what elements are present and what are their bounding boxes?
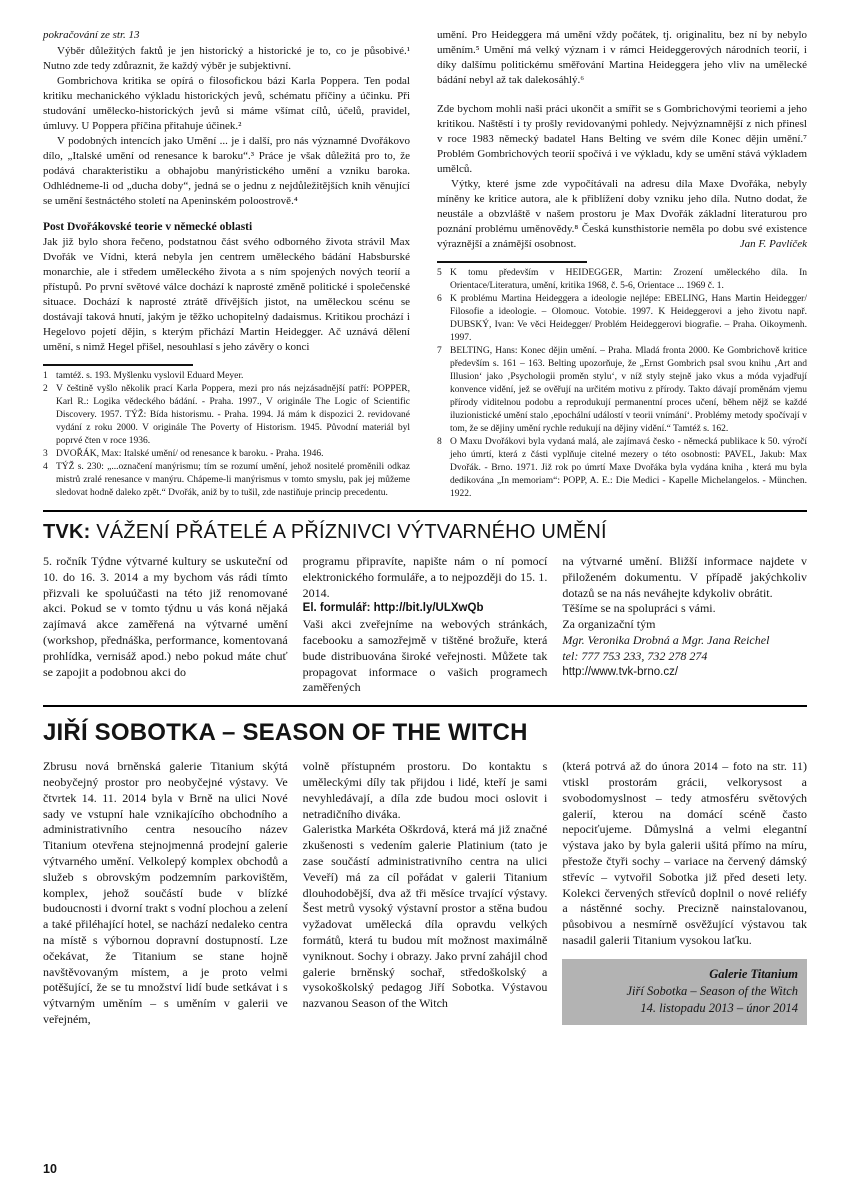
footnote-text: TÝŽ s. 230: „...označení manýrismu; tím se rozumí umění, jehož nositelé proměnili odkaz mistrů zralé renesance v manýru. Chápeme-li manýrismus v tomto smyslu, pak jej můžeme sledovat hodně daleko zpět.“ Dvořák, aniž by to tušil, zde nastiňuje princip precedentu. [56,462,410,498]
credit-gallery-name: Galerie Titanium [709,966,799,981]
essay-paragraph: Výtky, které jsme zde vypočítávali na adresu díla Maxe Dvořáka, nebyly míněny ke kritice autora, ale k přiblížení doby vzniku jeho díla. Nutno dodat, že neustále a obzvláště v našem prostoru je Max Dvořák základní literaturou pro poznání problému uměnovědy.⁸ Česká kunsthistorie neměla po dobu své existence výraznější a známější osobnost. [437,178,807,250]
tvk-team-line: Za organizační tým [562,617,656,632]
tvk-website-url: http://www.tvk-brno.cz/ [562,665,679,678]
tvk-column-2 [303,554,548,696]
page-number: 10 [43,1162,57,1176]
footnote-number: 7 [437,346,442,356]
footnote-number: 1 [43,371,48,381]
sobotka-column-3 [562,759,807,1028]
essay-left-column [43,28,410,501]
essay-paragraph: V podobných intencích jako Umění ... je i další, pro nás významné Dvořákovo dílo, „Italské umění od renesance k baroku“.³ Práce je však důležitá pro to, že podává charakteristiku a obhajobu manýristického umění a vzniku baroka. Odhlédneme-li od „ducha doby“, jedná se o jednu z nejdůležitějších knih věnující se umění šestnáctého století na Apeninském poloostrově.⁴ [43,135,410,207]
continuation-note: pokračování ze str. 13 [43,29,140,41]
sobotka-paragraph: Zbrusu nová brněnská galerie Titanium skýtá neobyčejný prostor pro neobyčejné výstavy. Ve čtvrtek 14. 11. 2014 byla v Brně na ulici Nové sady ve vstupní hale vznikajícího obchodního a administrativního centra nesoucího název Titanium otevřena stejnojmenná prodejní galerie výtvarného umění. Velkolepý komplex obchodů a služeb s obrovským podzemním parkovištěm, komplex, jehož součástí bude v blízké budoucnosti i dvorní trakt s vodní plochou a zelení a také přiléhající hotel, se nachází nedaleko centra na místě s výbornou dopravní dostupností. Lze očekávat, že Titanium se stane hojně navštěvovaným místem, a je proto velmi potěšující, že se tu množství lidí bude setkávat i s výtvarným uměním – s uměním v galerii ve veřejném, [43,759,288,1026]
tvk-column-3 [562,554,807,696]
footnote-text: BELTING, Hans: Konec dějin umění. – Praha. Mladá fronta 2000. Ke Gombrichově kritice především s. 161 – 163. Belting upozorňuje, že „Ernst Gombrich psal svou knihu ‚Art and Illusion‘ jako ‚Psychologii proměn stylu‘, v níž styly stejně jako vkus a móda vyjadřují konvence vidění, jež se ověřují na určitém motivu z přírody. Takto dávají proměnám vjemu přírody viditelnou podobu a reprodukují permanentní proces učení, během nějž se každé iluzionistické umění stalo ‚epochální událostí v teorii vnímání‘. Problémy metody spočívají v tom, že se dějiny umění rychle redukují na dějiny vidění.“ Tamtéž s. 162. [450,346,807,434]
essay-right-column [437,28,807,501]
footnote [43,448,410,461]
tvk-headline-prefix: TVK: [43,521,91,543]
essay-paragraph: umění. Pro Heideggera má umění vždy počátek, tj. originalitu, bez ní by nebylo uměním.⁵ Umění má velký význam i v rámci Heideggerových národních teorií, i díky dalšímu politickému směřování Martina Heideggera jeho vliv na umělecké bádání nebyl až tak dalekosáhlý.⁶ [437,29,807,86]
credit-exhibition-title: Jiří Sobotka – Season of the Witch [626,983,799,998]
footnote [43,461,410,500]
essay-section [43,28,807,501]
footnote-separator [437,261,587,263]
tvk-closing-line: Těšíme se na spolupráci s vámi. [562,601,716,616]
credit-exhibition-dates: 14. listopadu 2013 – únor 2014 [640,1000,799,1015]
tvk-contact-names: Mgr. Veronika Drobná a Mgr. Jana Reichel [562,632,770,647]
section-divider [43,510,807,512]
footnote [43,370,410,383]
footnote-number: 8 [437,437,442,447]
tvk-paragraph: 5. ročník Týdne výtvarné kultury se uskuteční od 10. do 16. 3. 2014 a my bychom vás rádi tímto přizvali ke spoluúčasti na této již renomované akci. Pokud se v tomto týdnu u vás koná nějaká zajímavá akce zaměřená na výtvarné umění (workshop, přednáška, performance, komentovaná prohlídka, vernisáž apod.) nebo pokud máte chuť se zapojit a podobnou akci do [43,554,288,679]
tvk-section [43,521,807,696]
sobotka-column-2 [303,759,548,1028]
footnote [43,383,410,448]
footnote-number: 3 [43,449,48,459]
section-divider [43,705,807,707]
footnote-text: V češtině vyšlo několik prací Karla Poppera, mezi pro nás nejzásadnější patří: POPPER, Karl R.: Logika vědeckého bádání. - Praha. 1997., V originále The Logic of Scientific Discovery. 1957. TÝŽ: Bída historismu. - Praha. 1994. Já mám k dispozici 2. revidované vydání z roku 2000. V originále The Poverty of Historism. 1945. Původní materiál byl poprvé čten v roce 1936. [56,384,410,446]
essay-paragraph: Jak již bylo shora řečeno, podstatnou část svého odborného života strávil Max Dvořák ve Vídni, která nebyla jen centrem uměleckého bádání Habsburské monarchie, ale i středem uměleckého života a s ním spojených nových teorií a přístupů. Po první světové válce dochází k naprosté změně politické i společenské situace. Dochází k naprosté ztrátě dřívějších jistot, na uměleckou scénu se dostávají taková hnutí, jakým je těžko uchopitelný dadaismus. Kritikou prochází i Hegelovo pojetí dějin, s kterým přichází Martin Heidegger. Ač uznává dělení umění, s nimž Hegel přišel, nesouhlasí s jeho závěry o konci [43,236,410,353]
tvk-paragraph: Vaši akci zveřejníme na webových stránkách, facebooku a samozřejmě v tištěné brožuře, která bude distribuována široké veřejnosti. Můžete tak propagovat informace o vašich programech zaměřených [302,617,548,695]
footnote-number: 5 [437,268,442,278]
footnote-text: O Maxu Dvořákovi byla vydaná malá, ale zajímavá česko - německá publikace k 50. výročí jeho úmrtí, která z části vyplňuje citelné mezery o této osobnosti: PAVEL, Jakub: Max Dvořák. - Brno. 1971. Již rok po úmrtí Maxe Dvořáka byla vydána kniha , která mu byla dedikována „In memoriam“: POPP, A. E.: Die Medici - Kapelle Michelangelos. - München. 1922. [450,437,807,499]
exhibition-credit-box [562,959,807,1025]
footnote-number: 6 [437,294,442,304]
essay-paragraph: Výběr důležitých faktů je jen historický a historické je to, co je působivé.¹ Nutno zde tedy zdůraznit, že každý výběr je subjektivní. [43,45,410,72]
footnote-text: K tomu především v HEIDEGGER, Martin: Zrození uměleckého díla. In Orientace/Literatura, umění, kritika 1968, č. 5-6, Orientace ... 1969 č. 1. [450,268,807,291]
footnote-text: K problému Martina Heideggera a ideologie nejlépe: EBELING, Hans Martin Heidegger/ Filosofie a ideologie. – Olomouc. Votobie. 1997. K Heideggerovi a jeho životu např. DUBSKÝ, Ivan: Ve věci Heidegger/ Problém Heideggerovi biografie. – Praha. Oikoymenh. 1997. [450,294,807,343]
sobotka-headline: JIŘÍ SOBOTKA – SEASON OF THE WITCH [43,719,528,747]
tvk-headline [43,521,807,544]
footnote-text: DVOŘÁK, Max: Italské umění/ od renesance k baroku. - Praha. 1946. [56,449,324,459]
tvk-contact-phone: tel: 777 753 233, 732 278 274 [562,648,708,663]
sobotka-paragraph: (která potrvá až do února 2014 – foto na str. 11) vtiskl prostorám grácii, velkorysost a svobodomyslnost – tedy atmosféru světových galerií, kterou na domácí scéně často nepociťujeme. Důmyslná a velmi elegantní výstava jako by byla galerii ušitá přímo na míru, přestože čtyři sochy – variace na červený dámský střevíc – vytvořil Sobotka již před deseti lety. Kolekci červených střevíců doplnil o nové reliéfy a nástěnné sochy. Precizně nainstalovanou, působivou a nesmírně osvěžující výstavou tak nasadil galerii Titanium vysokou laťku. [562,759,808,947]
essay-paragraph: Gombrichova kritika se opírá o filosofickou bázi Karla Poppera. Ten podal kritiku mechanického výkladu historických jevů, schématu příčiny a účinku. Při studování umělecko-historických jevů si máme všímat cílů, účelů, pravidel, úmluvy. U Poppera příčina přitahuje účinek.² [43,75,410,132]
footnote [437,436,807,501]
sobotka-section [43,719,807,1028]
tvk-column-1 [43,554,288,696]
author-byline: Jan F. Pavlíček [739,238,807,250]
tvk-paragraph: programu připravíte, napište nám o ní pomocí elektronického formuláře, a to nejpozději do 15. 1. 2014. [302,554,548,600]
footnote [437,345,807,436]
essay-subheading: Post Dvořákovské teorie v německé oblasti [43,221,253,233]
sobotka-paragraph: volně přístupném prostoru. Do kontaktu s uměleckými díly tak přijdou i lidé, kteří je sami nevyhledávají, a díla zde budou moci oslovit i netradičního diváka. [302,759,548,821]
sobotka-paragraph: Galeristka Markéta Oškrdová, která má již značné zkušenosti s vedením galerie Platinium (tato je zase součástí administrativního centra na ulici Veveří) má za cíl pořádat v galerii Titanium dlouhodobější, dva až tři měsíce trvající výstavy. Šest metrů vysoký výstavní prostor a stěna budou vyžadovat umělecká díla opravdu velkých formátů, která tu budou mít možnost maximálně vyniknout. Sochy i obrazy. Jako první zahájil chod galerie brněnský sochař, středoškolský a vysokoškolský pedagog Jiří Sobotka. Výstavou nazvanou Season of the Witch [302,822,548,1011]
footnote [437,267,807,293]
footnote-text: tamtéž. s. 193. Myšlenku vyslovil Eduard Meyer. [56,371,244,381]
footnote-separator [43,364,193,366]
tvk-paragraph: na výtvarné umění. Bližší informace najdete v přiloženém dokumentu. V případě jakýchkoliv dotazů se na nás neváhejte kdykoliv obrátit. [562,554,808,600]
sobotka-columns [43,759,807,1028]
tvk-columns [43,554,807,696]
tvk-headline-text: VÁŽENÍ PŘÁTELÉ A PŘÍZNIVCI VÝTVARNÉHO UMĚNÍ [96,521,607,543]
footnote [437,293,807,345]
footnote-number: 2 [43,384,48,394]
sobotka-column-1 [43,759,288,1028]
footnote-number: 4 [43,462,48,472]
tvk-form-link: El. formulář: http://bit.ly/ULXwQb [302,602,484,615]
essay-paragraph: Zde bychom mohli naši práci ukončit a smířit se s Gombrichovými teoriemi a jeho kritikou. Naštěstí i ty prošly revidovanými pohledy. Nejvýznamnější z nich přinesl v roce 1983 německý badatel Hans Belting ve svém díle Konec dějin umění.⁷ Problém Gombrichových teorií spočívá i ve výkladu, kdy se umění stává výkladem umělců. [437,103,807,175]
